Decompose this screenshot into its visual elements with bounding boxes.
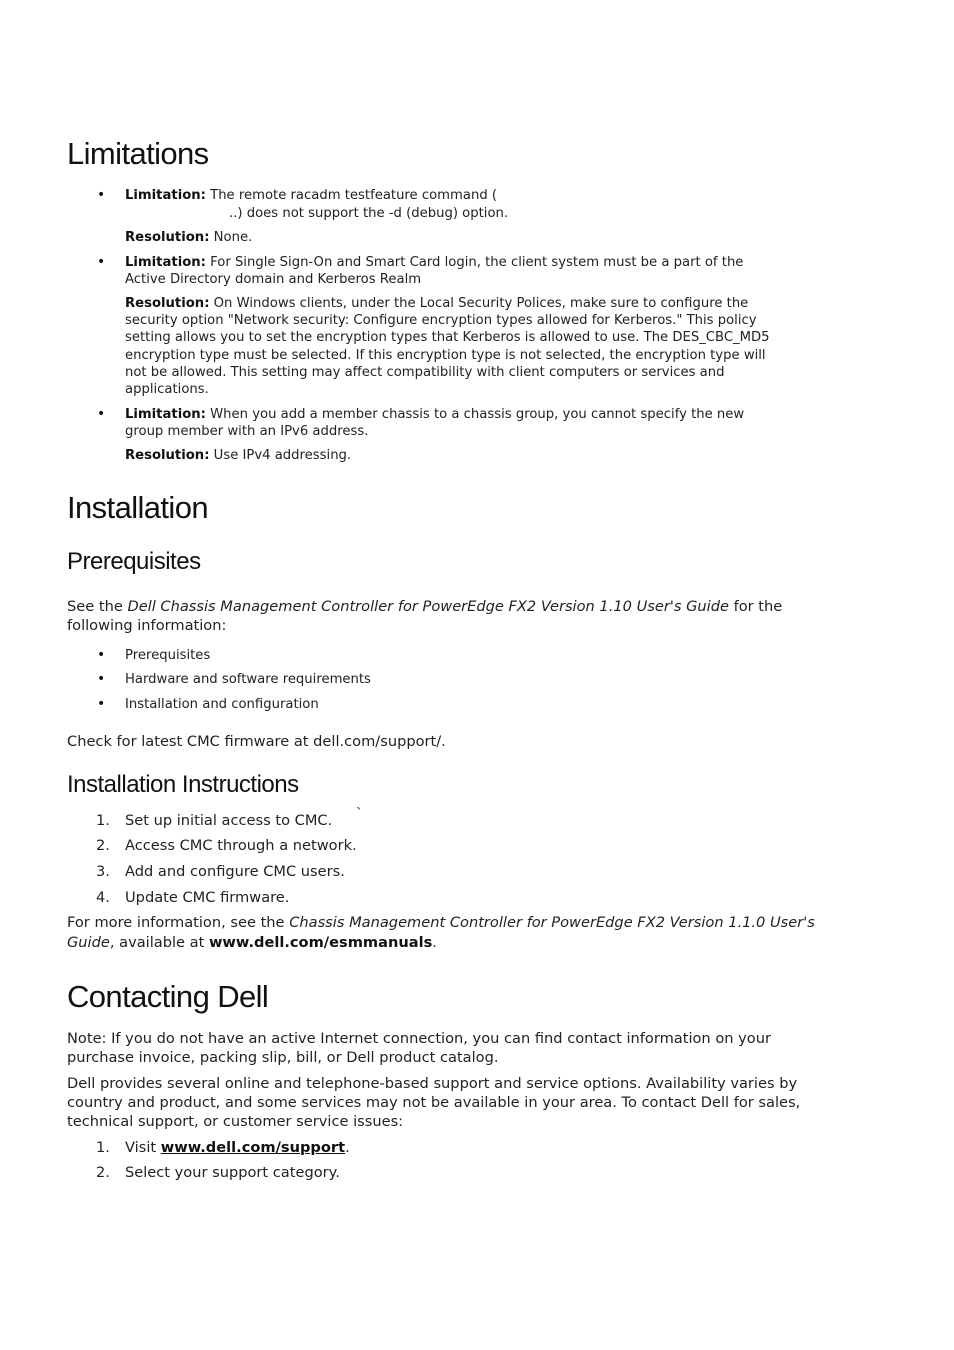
limitation-1: Limitation: The remote racadm testfeature command (	[125, 188, 498, 203]
firmware-note: Check for latest CMC firmware at dell.com/support/.	[67, 733, 446, 750]
bullet-marker: •	[97, 671, 106, 687]
contact-paragraph: Dell provides several online and telephone-based support and service options. Availability varies by	[67, 1075, 798, 1092]
bullet-marker: •	[97, 696, 106, 712]
limitations-heading: Limitations	[67, 136, 209, 171]
guide-title: Dell Chassis Management Controller for PowerEdge FX2 Version 1.10 User's Guide	[127, 598, 729, 615]
limitation-1-line-2: ..) does not support the -d (debug) option.	[229, 206, 509, 221]
step-number: 2.	[96, 1164, 110, 1181]
install-step: Set up initial access to CMC.	[125, 812, 333, 829]
resolution-3: Resolution: Use IPv4 addressing.	[125, 448, 352, 463]
resolution-2-line: not be allowed. This setting may affect compatibility with client computers or services and	[125, 365, 725, 380]
limitation-3: Limitation: When you add a member chassis to a chassis group, you cannot specify the new	[125, 407, 745, 422]
install-step: Access CMC through a network.	[125, 837, 357, 854]
resolution-2-line: encryption type must be selected. If this encryption type is not selected, the encryption type will	[125, 348, 766, 363]
resolution-2-line: setting allows you to set the encryption types that Kerberos is allowed to use. The DES_CBC_MD5	[125, 330, 770, 345]
bullet-marker: •	[97, 406, 106, 422]
limitation-2: Limitation: For Single Sign-On and Smart Card login, the client system must be a part of the	[125, 255, 744, 270]
stray-mark: `	[356, 807, 363, 822]
resolution-2: Resolution: On Windows clients, under the Local Security Polices, make sure to configure the	[125, 296, 749, 311]
contact-step-2: Select your support category.	[125, 1164, 340, 1181]
step-number: 2.	[96, 837, 110, 854]
contacting-dell-heading: Contacting Dell	[67, 979, 269, 1014]
dell-support-link[interactable]: www.dell.com/support	[160, 1139, 346, 1156]
bullet-marker: •	[97, 647, 106, 663]
resolution-2-line: security option "Network security: Configure encryption types allowed for Kerberos." This policy	[125, 313, 757, 328]
guide-title: Guide	[67, 934, 110, 951]
installation-heading: Installation	[67, 490, 209, 525]
install-step: Update CMC firmware.	[125, 889, 290, 906]
contact-paragraph-line: country and product, and some services may not be available in your area. To contact Dell for sales,	[67, 1094, 801, 1111]
contact-step-1: Visit www.dell.com/support.	[125, 1139, 350, 1156]
contact-note-line-2: purchase invoice, packing slip, bill, or Dell product catalog.	[67, 1049, 499, 1066]
installation-instructions-heading: Installation Instructions	[67, 771, 299, 798]
more-info-line-2: Guide, available at www.dell.com/esmmanuals.	[67, 934, 437, 951]
more-info: For more information, see the Chassis Management Controller for PowerEdge FX2 Version 1.1.0 User's	[67, 914, 815, 931]
prerequisites-intro: See the Dell Chassis Management Controller for PowerEdge FX2 Version 1.10 User's Guide for the	[67, 598, 783, 615]
step-number: 3.	[96, 863, 110, 880]
step-number: 4.	[96, 889, 110, 906]
step-number: 1.	[96, 812, 110, 829]
bullet-marker: •	[97, 187, 106, 203]
prerequisite-item: Prerequisites	[125, 648, 211, 663]
guide-title: Chassis Management Controller for PowerEdge FX2 Version 1.1.0 User's	[289, 914, 815, 931]
step-number: 1.	[96, 1139, 110, 1156]
prerequisites-heading: Prerequisites	[67, 548, 201, 575]
bullet-marker: •	[97, 254, 106, 270]
prerequisite-item: Installation and configuration	[125, 697, 319, 712]
contact-note: Note: If you do not have an active Internet connection, you can find contact information on your	[67, 1030, 771, 1047]
esmmanuals-link[interactable]: www.dell.com/esmmanuals	[208, 934, 433, 951]
prerequisite-item: Hardware and software requirements	[125, 672, 371, 687]
prerequisites-intro-line-2: following information:	[67, 617, 227, 634]
limitation-3-line-2: group member with an IPv6 address.	[125, 424, 369, 439]
install-step: Add and configure CMC users.	[125, 863, 345, 880]
resolution-1: Resolution: None.	[125, 230, 253, 245]
resolution-2-line: applications.	[125, 382, 209, 397]
limitation-2-line-2: Active Directory domain and Kerberos Realm	[125, 272, 422, 287]
contact-paragraph-line: technical support, or customer service issues:	[67, 1113, 404, 1130]
